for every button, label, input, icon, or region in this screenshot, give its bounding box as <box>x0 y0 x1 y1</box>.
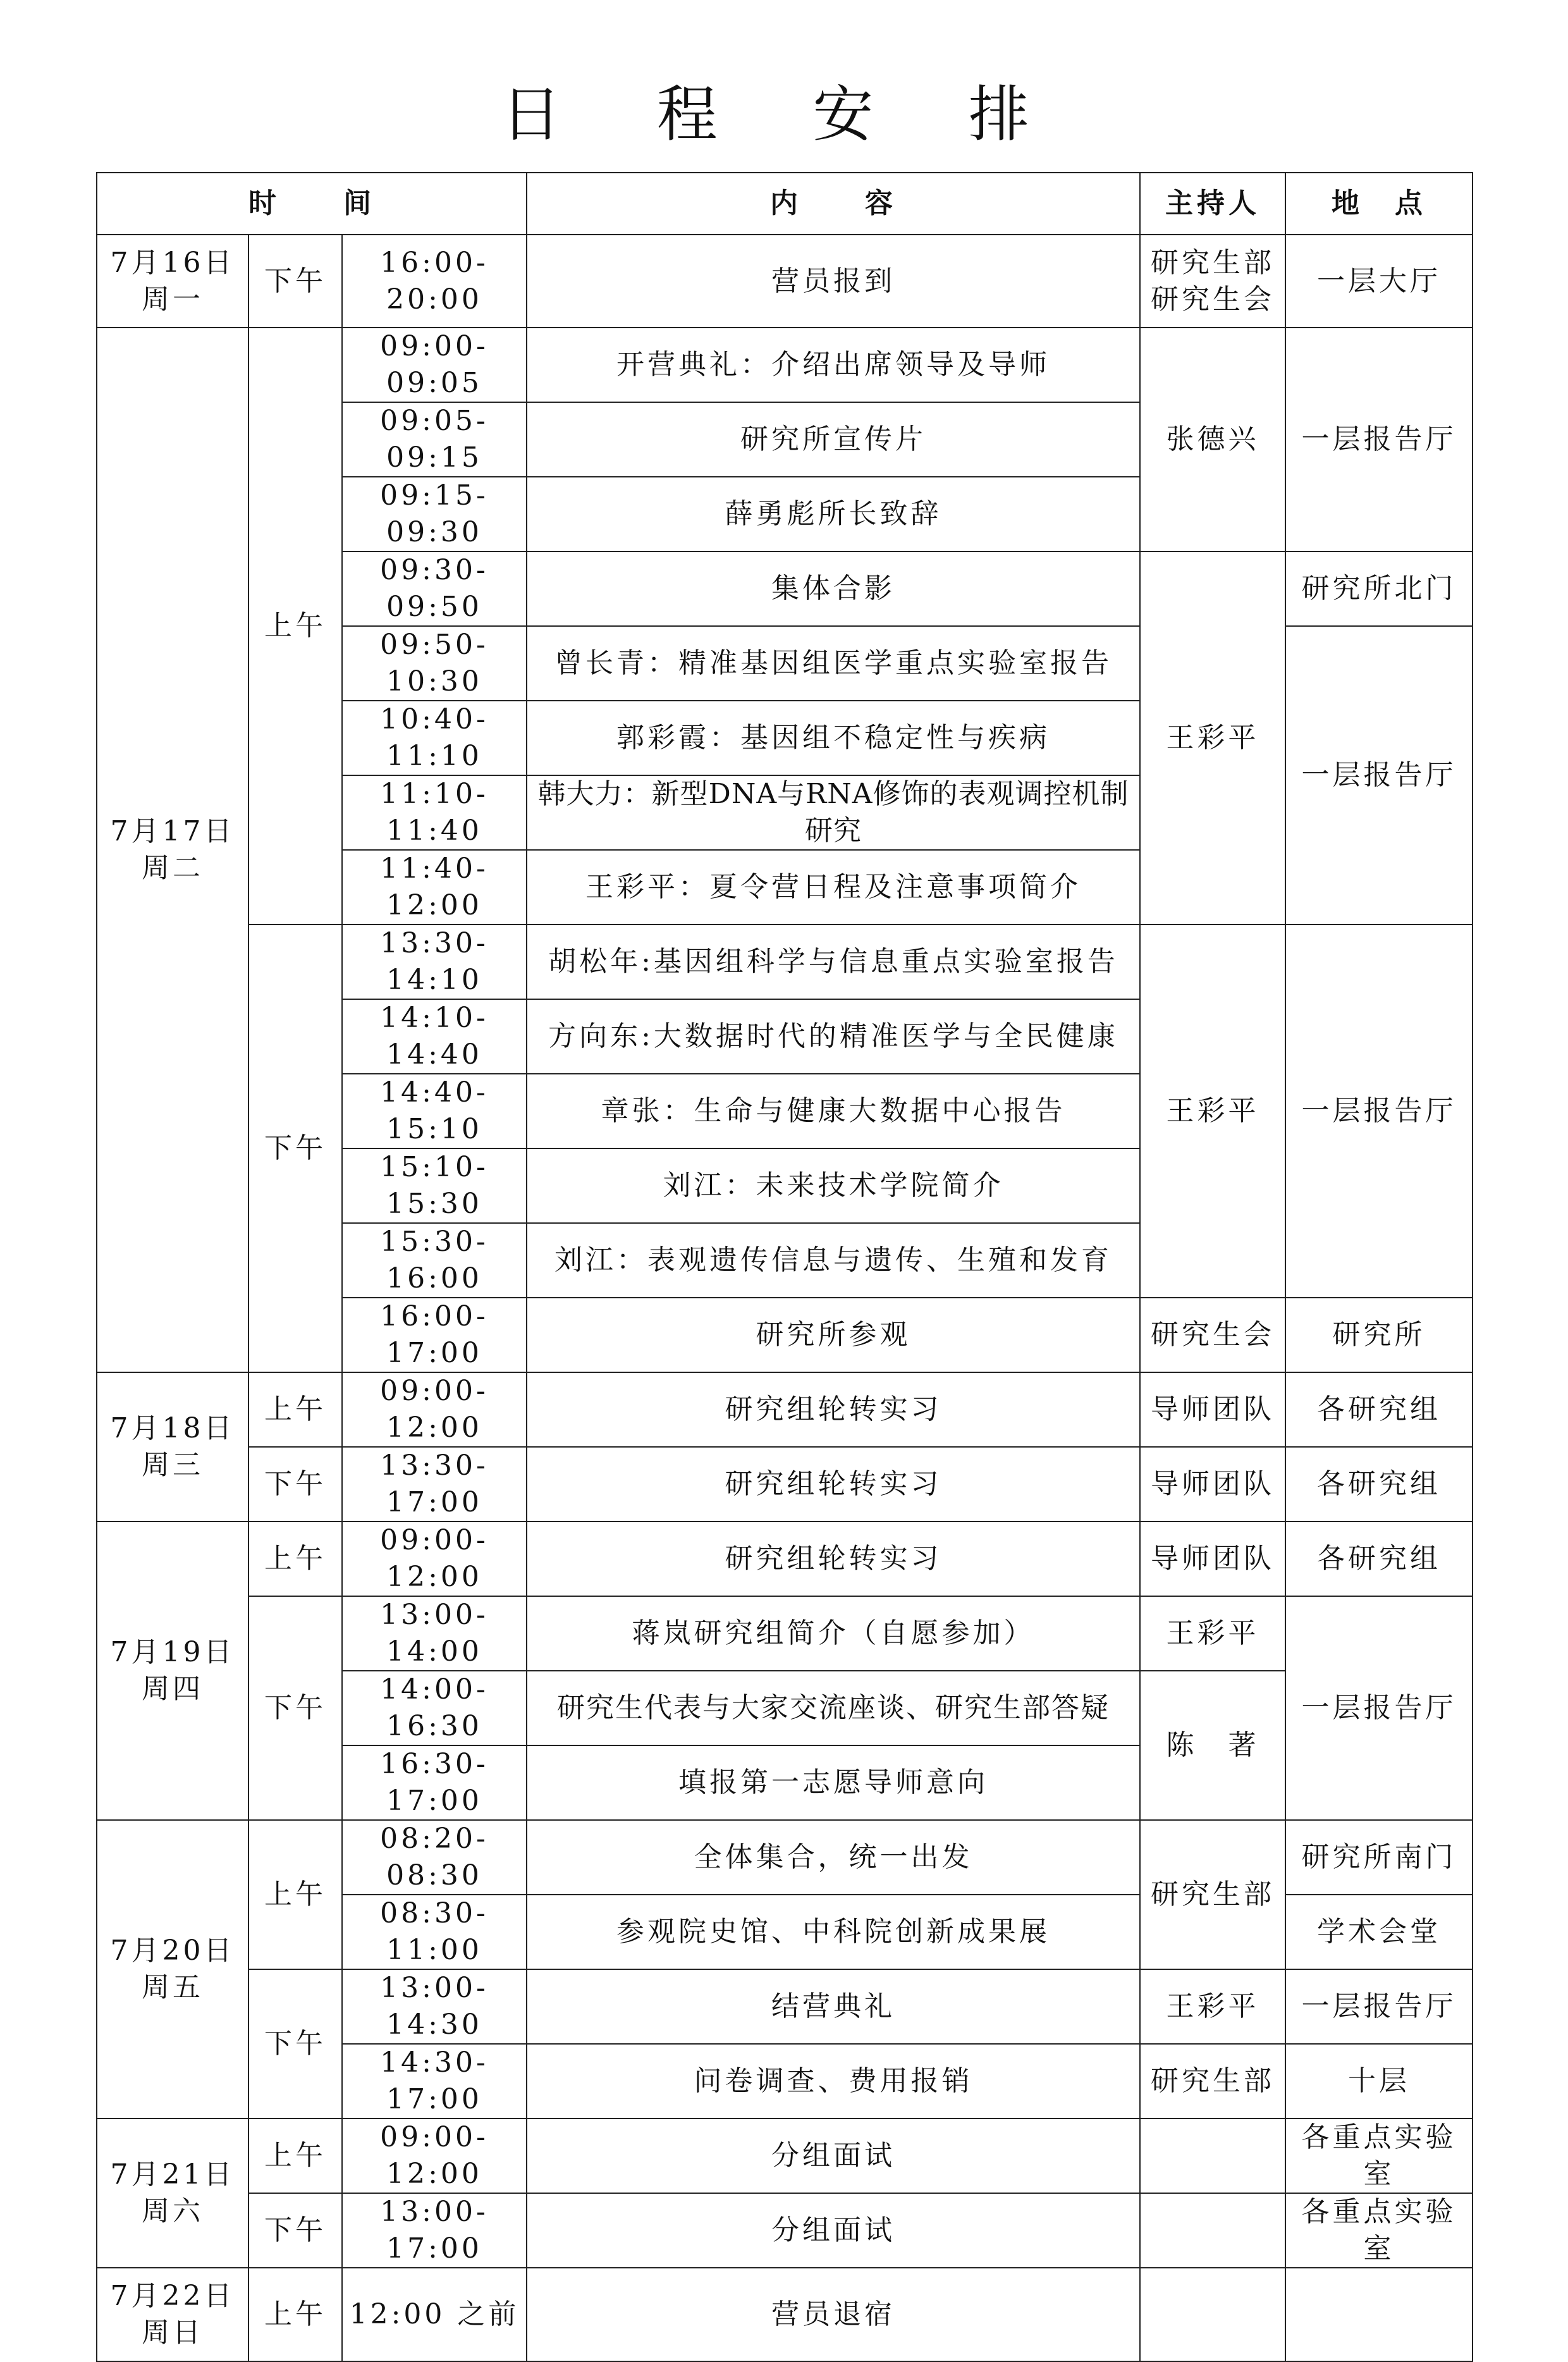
content-cell: 研究所宣传片 <box>527 402 1140 477</box>
location-cell <box>1285 2268 1473 2361</box>
table-row <box>97 2193 1473 2268</box>
time-cell: 14:40-15:10 <box>342 1074 527 1148</box>
date-cell: 7月19日 周四 <box>97 1522 248 1820</box>
period-cell: 上午 <box>248 1820 342 1969</box>
host-cell <box>1140 2193 1285 2268</box>
time-cell: 11:40-12:00 <box>342 850 527 925</box>
content-cell: 结营典礼 <box>527 1969 1140 2044</box>
time-cell: 14:00-16:30 <box>342 1671 527 1745</box>
header-time: 时 间 <box>97 173 527 235</box>
host-cell: 导师团队 <box>1140 1447 1285 1522</box>
time-cell: 09:05-09:15 <box>342 402 527 477</box>
period-cell: 上午 <box>248 2119 342 2193</box>
page-title: 日 程 安 排 <box>501 79 1067 150</box>
location-cell: 十层 <box>1285 2044 1473 2119</box>
content-cell: 方向东:大数据时代的精准医学与全民健康 <box>527 999 1140 1074</box>
location-cell: 各研究组 <box>1285 1447 1473 1522</box>
location-cell: 各重点实验室 <box>1285 2193 1473 2268</box>
period-cell: 下午 <box>248 1969 342 2119</box>
table-row <box>97 1522 1473 1596</box>
content-cell: 研究组轮转实习 <box>527 1372 1140 1447</box>
location-cell: 一层报告厅 <box>1285 1969 1473 2044</box>
content-cell: 问卷调查、费用报销 <box>527 2044 1140 2119</box>
date-cell: 7月20日 周五 <box>97 1820 248 2119</box>
location-cell: 研究所 <box>1285 1298 1473 1372</box>
content-cell: 研究组轮转实习 <box>527 1522 1140 1596</box>
host-cell: 研究生部 研究生会 <box>1140 235 1285 328</box>
time-cell: 14:10-14:40 <box>342 999 527 1074</box>
content-cell: 刘江：表观遗传信息与遗传、生殖和发育 <box>527 1223 1140 1298</box>
time-cell: 15:10-15:30 <box>342 1148 527 1223</box>
table-row <box>97 1372 1473 1447</box>
content-cell: 分组面试 <box>527 2193 1140 2268</box>
table-header-row <box>97 173 1473 235</box>
location-cell: 一层报告厅 <box>1285 626 1473 925</box>
table-row <box>97 1596 1473 1671</box>
host-cell: 王彩平 <box>1140 551 1285 925</box>
time-cell: 13:00-14:00 <box>342 1596 527 1671</box>
host-cell: 王彩平 <box>1140 1596 1285 1671</box>
content-cell: 集体合影 <box>527 551 1140 626</box>
time-cell: 11:10-11:40 <box>342 775 527 850</box>
content-cell: 蒋岚研究组简介（自愿参加） <box>527 1596 1140 1671</box>
time-cell: 08:20-08:30 <box>342 1820 527 1895</box>
time-cell: 09:00-12:00 <box>342 1372 527 1447</box>
period-cell: 下午 <box>248 1596 342 1820</box>
time-cell: 09:30-09:50 <box>342 551 527 626</box>
date-cell: 7月17日 周二 <box>97 328 248 1372</box>
host-cell: 研究生部 <box>1140 1820 1285 1969</box>
header-host: 主持人 <box>1140 173 1285 235</box>
host-cell <box>1140 2119 1285 2193</box>
time-cell: 13:00-17:00 <box>342 2193 527 2268</box>
time-cell: 09:50-10:30 <box>342 626 527 701</box>
content-cell: 章张：生命与健康大数据中心报告 <box>527 1074 1140 1148</box>
content-cell: 全体集合，统一出发 <box>527 1820 1140 1895</box>
host-cell: 导师团队 <box>1140 1372 1285 1447</box>
content-cell: 营员退宿 <box>527 2268 1140 2361</box>
table-row <box>97 2119 1473 2193</box>
location-cell: 各研究组 <box>1285 1372 1473 1447</box>
header-location: 地 点 <box>1285 173 1473 235</box>
content-cell: 研究组轮转实习 <box>527 1447 1140 1522</box>
content-cell: 开营典礼：介绍出席领导及导师 <box>527 328 1140 402</box>
time-cell: 13:30-17:00 <box>342 1447 527 1522</box>
location-cell: 一层报告厅 <box>1285 1596 1473 1820</box>
time-cell: 09:00-12:00 <box>342 1522 527 1596</box>
time-cell: 09:15-09:30 <box>342 477 527 551</box>
table-row <box>97 925 1473 999</box>
content-cell: 刘江：未来技术学院简介 <box>527 1148 1140 1223</box>
period-cell: 上午 <box>248 328 342 925</box>
host-cell: 王彩平 <box>1140 925 1285 1298</box>
content-cell: 参观院史馆、中科院创新成果展 <box>527 1895 1140 1969</box>
time-cell: 12:00 之前 <box>342 2268 527 2361</box>
date-cell: 7月18日 周三 <box>97 1372 248 1522</box>
period-cell: 上午 <box>248 2268 342 2361</box>
host-cell: 王彩平 <box>1140 1969 1285 2044</box>
content-cell: 分组面试 <box>527 2119 1140 2193</box>
period-cell: 下午 <box>248 235 342 328</box>
schedule-table <box>96 172 1473 2362</box>
location-cell: 研究所北门 <box>1285 551 1473 626</box>
time-cell: 09:00-12:00 <box>342 2119 527 2193</box>
date-cell: 7月22日 周日 <box>97 2268 248 2361</box>
location-cell: 学术会堂 <box>1285 1895 1473 1969</box>
host-cell: 张德兴 <box>1140 328 1285 551</box>
date-cell: 7月16日 周一 <box>97 235 248 328</box>
period-cell: 上午 <box>248 1522 342 1596</box>
period-cell: 上午 <box>248 1372 342 1447</box>
content-cell: 薛勇彪所长致辞 <box>527 477 1140 551</box>
host-cell: 导师团队 <box>1140 1522 1285 1596</box>
time-cell: 16:00-17:00 <box>342 1298 527 1372</box>
content-cell: 韩大力：新型DNA与RNA修饰的表观调控机制研究 <box>527 775 1140 850</box>
time-cell: 08:30-11:00 <box>342 1895 527 1969</box>
time-cell: 16:30-17:00 <box>342 1745 527 1820</box>
table-row <box>97 1969 1473 2044</box>
period-cell: 下午 <box>248 925 342 1372</box>
content-cell: 研究生代表与大家交流座谈、研究生部答疑 <box>527 1671 1140 1745</box>
table-row <box>97 1820 1473 1895</box>
location-cell: 一层大厅 <box>1285 235 1473 328</box>
time-cell: 09:00-09:05 <box>342 328 527 402</box>
date-cell: 7月21日 周六 <box>97 2119 248 2268</box>
content-cell: 王彩平：夏令营日程及注意事项简介 <box>527 850 1140 925</box>
content-cell: 胡松年:基因组科学与信息重点实验室报告 <box>527 925 1140 999</box>
location-cell: 研究所南门 <box>1285 1820 1473 1895</box>
content-cell: 填报第一志愿导师意向 <box>527 1745 1140 1820</box>
time-cell: 13:00-14:30 <box>342 1969 527 2044</box>
time-cell: 15:30-16:00 <box>342 1223 527 1298</box>
host-cell: 陈 著 <box>1140 1671 1285 1820</box>
time-cell: 13:30-14:10 <box>342 925 527 999</box>
content-cell: 研究所参观 <box>527 1298 1140 1372</box>
time-cell: 16:00-20:00 <box>342 235 527 328</box>
header-content: 内 容 <box>527 173 1140 235</box>
content-cell: 郭彩霞：基因组不稳定性与疾病 <box>527 701 1140 775</box>
location-cell: 各重点实验室 <box>1285 2119 1473 2193</box>
location-cell: 各研究组 <box>1285 1522 1473 1596</box>
location-cell: 一层报告厅 <box>1285 925 1473 1298</box>
table-row <box>97 2268 1473 2361</box>
location-cell: 一层报告厅 <box>1285 328 1473 551</box>
host-cell: 研究生会 <box>1140 1298 1285 1372</box>
period-cell: 下午 <box>248 1447 342 1522</box>
host-cell: 研究生部 <box>1140 2044 1285 2119</box>
host-cell <box>1140 2268 1285 2361</box>
table-row <box>97 1447 1473 1522</box>
period-cell: 下午 <box>248 2193 342 2268</box>
time-cell: 14:30-17:00 <box>342 2044 527 2119</box>
table-row <box>97 235 1473 328</box>
content-cell: 曾长青：精准基因组医学重点实验室报告 <box>527 626 1140 701</box>
content-cell: 营员报到 <box>527 235 1140 328</box>
time-cell: 10:40-11:10 <box>342 701 527 775</box>
table-row <box>97 328 1473 402</box>
